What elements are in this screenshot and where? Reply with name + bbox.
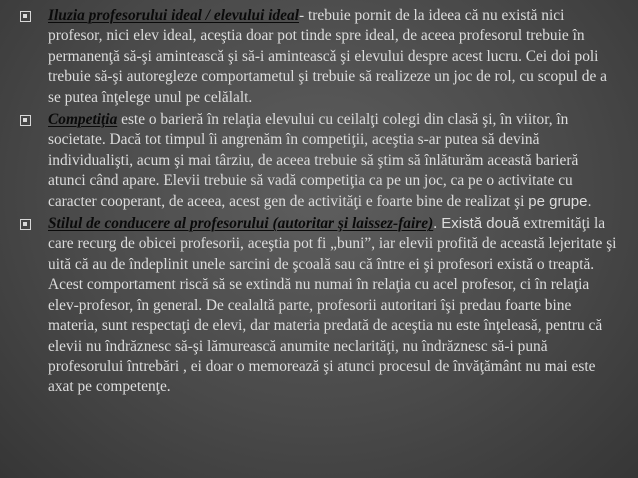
bullet-item-competitia	[16, 110, 618, 212]
bullet-text: este o barieră în relaţia elevului cu ceilalţi colegi din clasă şi, în viitor, în societate. Dacă tot timpul îi angrenăm în competiţii, aceştia s-ar putea să devină individualişti, acum şi mai târziu, de aceea trebuie să ştim să înlăturăm această barieră atunci când apare. Elevii trebuie să vadă competiţia ca pe un joc, ca pe o activitate cu caracter cooperant, de aceea, acest gen de activităţi e foarte bine de realizat şi	[48, 111, 579, 210]
bullet-item-iluzia	[16, 6, 618, 108]
square-bullet-icon	[20, 219, 31, 230]
bullet-text-tail: pe grupe.	[528, 192, 592, 210]
bullet-term-dash: .	[433, 215, 438, 233]
bullet-text: trebuie pornit de la ideea că nu există nici profesor, nici elev ideal, aceştia doar pot tinde spre ideal, de aceea profesorul trebuie în permanenţă să-şi aminteascǎ şi să-i aminteascǎ şi elevului despre acest lucru. Cei doi poli trebuie să-şi autoregleze comportametul şi trebuie să realizeze un joc de rol, cu scopul de a se putea înţelege unul pe celălalt.	[48, 7, 607, 106]
bullet-term-dash: -	[298, 7, 305, 24]
bullet-text-lead: Există două	[437, 215, 520, 233]
bullet-term: Iluzia profesorului ideal / elevului ideal	[48, 7, 299, 24]
bullet-item-stilul	[16, 214, 618, 398]
bullet-term: Competiţia	[48, 111, 118, 129]
square-bullet-icon	[20, 11, 31, 22]
bullet-term: Stilul de conducere al profesorului (autoritar şi laissez-faire)	[48, 215, 434, 233]
square-bullet-icon	[20, 115, 31, 126]
bullet-text: extremităţi la care recurg de obicei profesorii, aceştia pot fi „buni”, iar elevii profită de această lejeritate şi uită că au de îndeplinit unele sarcini de şcoală sau că între ei şi profesori există o treaptă. Acest comportament riscă să se extindă nu numai în relaţia cu acel profesor, ci în relaţia elev-profesor, în general. De cealaltă parte, profesorii autoritari îşi predau foarte bine materia, sunt respectaţi de elevi, dar materia predată de aceştia nu este înţeleasă, pentru că elevii nu îndrăznesc să-şi lămurească anumite neclarităţi, nu îndrăznesc să-i pună profesorului întrebări , ei doar o memorează şi atunci procesul de învăţământ nu mai este axat pe competenţe.	[48, 215, 617, 396]
